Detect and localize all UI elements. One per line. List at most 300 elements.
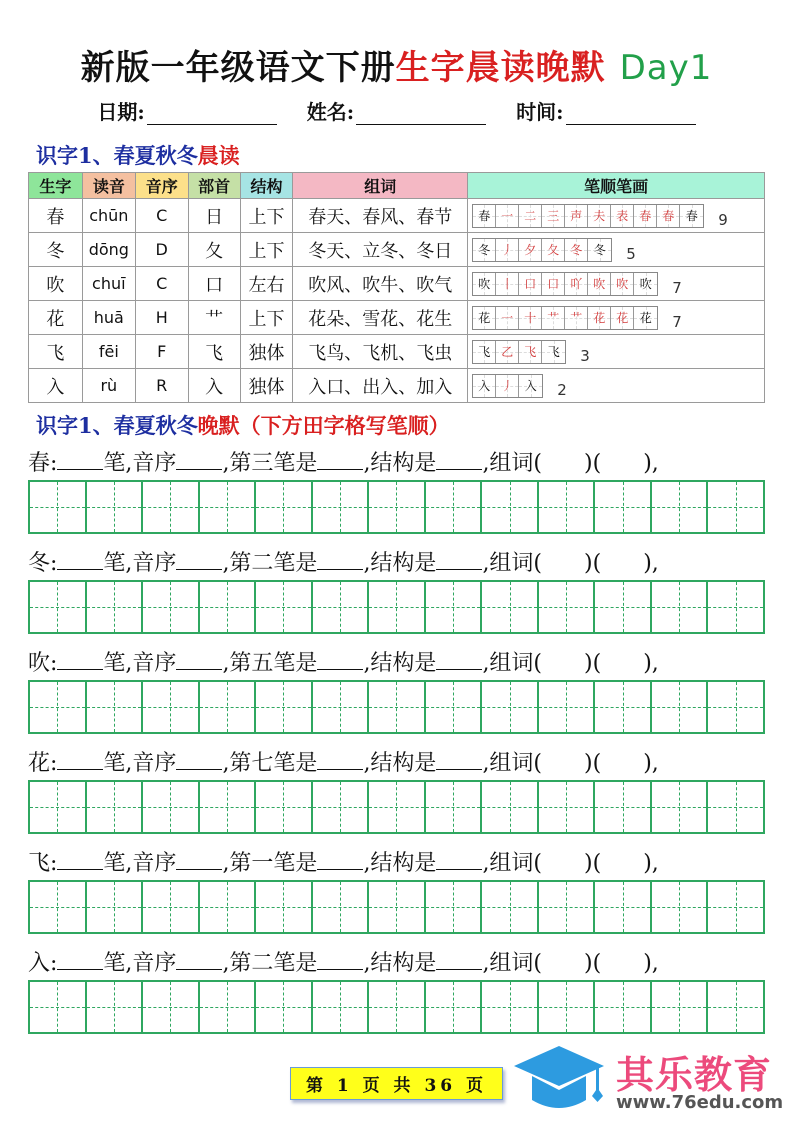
page-indicator: 第 1 页 共 36 页: [290, 1067, 503, 1100]
order-blank[interactable]: [176, 950, 222, 970]
stroke-step: [542, 239, 565, 261]
stroke-order-cell: [468, 267, 765, 301]
stroke-glyph: 吹: [616, 277, 629, 291]
section-mode: 晨读: [197, 143, 240, 168]
stroke-glyph: 丿: [501, 379, 514, 393]
char-cell: 吹: [29, 267, 83, 301]
writing-cell[interactable]: [256, 582, 313, 632]
stroke-glyph: 花: [478, 311, 491, 325]
table-row: [29, 199, 765, 233]
structure-cell: 上下: [240, 199, 293, 233]
stroke-count-blank[interactable]: [57, 450, 103, 470]
stroke-count-blank[interactable]: [57, 550, 103, 570]
radical-cell: 夂: [188, 233, 240, 267]
writing-cell[interactable]: [482, 582, 539, 632]
title-day: Day1: [619, 48, 713, 88]
page-title: [0, 40, 793, 89]
writing-cell[interactable]: [256, 682, 313, 732]
stroke-glyph: 声: [570, 209, 583, 223]
stroke-glyph: 十: [524, 311, 537, 325]
writing-cell[interactable]: [426, 982, 483, 1032]
graduation-cap-icon: [512, 1040, 607, 1115]
section-lesson: 识字1、春夏秋冬: [36, 143, 198, 168]
time-blank[interactable]: [566, 103, 696, 125]
evening-section-title: [36, 410, 450, 440]
writing-cell[interactable]: [652, 882, 709, 932]
writing-cell[interactable]: [200, 682, 257, 732]
writing-cell[interactable]: [30, 582, 87, 632]
writing-cell[interactable]: [482, 482, 539, 532]
stroke-count-blank[interactable]: [57, 650, 103, 670]
stroke-step: [565, 307, 588, 329]
writing-cell[interactable]: [30, 482, 87, 532]
stroke-order-cell: [468, 301, 765, 335]
structure-label: ,结构是: [363, 951, 437, 976]
column-header: 笔顺笔画: [468, 173, 765, 199]
writing-cell[interactable]: [143, 782, 200, 832]
writing-cell[interactable]: [30, 682, 87, 732]
writing-cell[interactable]: [539, 982, 596, 1032]
words-cell: 春天、春风、春节: [293, 199, 468, 233]
stroke-step: [496, 375, 519, 397]
writing-cell[interactable]: [143, 482, 200, 532]
writing-cell[interactable]: [708, 882, 763, 932]
table-row: [29, 301, 765, 335]
writing-cell[interactable]: [87, 782, 144, 832]
exercise-item: [28, 846, 773, 934]
writing-cell[interactable]: [539, 482, 596, 532]
brand-name: 其乐教育: [616, 1053, 773, 1097]
exercise-item: [28, 746, 773, 834]
structure-cell: 独体: [240, 369, 293, 403]
stroke-sequence: [472, 204, 704, 228]
pinyin-cell: huā: [82, 301, 135, 335]
writing-cell[interactable]: [369, 482, 426, 532]
stroke-glyph: 冬: [478, 243, 491, 257]
table-row: [29, 335, 765, 369]
exercise-item: [28, 646, 773, 734]
letter-cell: C: [135, 267, 188, 301]
stroke-step: [496, 273, 519, 295]
order-blank[interactable]: [176, 750, 222, 770]
nth-stroke-label: ,第一笔是: [222, 851, 318, 876]
stroke-step: [588, 239, 611, 261]
stroke-count: 7: [672, 312, 682, 331]
stroke-glyph: 春: [685, 209, 698, 223]
date-field[interactable]: [97, 96, 276, 125]
writing-cell[interactable]: [708, 582, 763, 632]
table-body: [29, 199, 765, 403]
char-cell: 冬: [29, 233, 83, 267]
writing-cell[interactable]: [482, 982, 539, 1032]
nth-stroke-blank[interactable]: [317, 850, 363, 870]
writing-cell[interactable]: [143, 982, 200, 1032]
section-lesson: 识字1、春夏秋冬: [36, 413, 198, 438]
writing-cell[interactable]: [313, 782, 370, 832]
words-end: ),: [643, 651, 659, 676]
stroke-glyph: 春: [639, 209, 652, 223]
stroke-glyph: 吖: [570, 277, 583, 291]
writing-cell[interactable]: [708, 782, 763, 832]
stroke-glyph: 飞: [524, 345, 537, 359]
writing-cell[interactable]: [652, 582, 709, 632]
radical-cell: 日: [188, 199, 240, 233]
structure-blank[interactable]: [436, 650, 482, 670]
stroke-step: [634, 205, 657, 227]
stroke-step: [473, 205, 496, 227]
nth-stroke-blank[interactable]: [317, 750, 363, 770]
writing-cell[interactable]: [426, 782, 483, 832]
structure-cell: 上下: [240, 301, 293, 335]
strokes-label: 笔,: [103, 651, 133, 676]
column-header: 部首: [188, 173, 240, 199]
tianzige-grid: [28, 880, 765, 934]
stroke-count-blank[interactable]: [57, 950, 103, 970]
writing-cell[interactable]: [426, 882, 483, 932]
stroke-glyph: 吹: [593, 277, 606, 291]
writing-cell[interactable]: [482, 682, 539, 732]
exercise-prompt: [28, 946, 773, 980]
character-table: [28, 172, 765, 403]
writing-cell[interactable]: [87, 582, 144, 632]
writing-cell[interactable]: [539, 582, 596, 632]
writing-cell[interactable]: [87, 482, 144, 532]
structure-blank[interactable]: [436, 550, 482, 570]
tianzige-grid: [28, 680, 765, 734]
stroke-sequence: [472, 340, 566, 364]
stroke-count-blank[interactable]: [57, 850, 103, 870]
stroke-step: [611, 205, 634, 227]
order-label: 音序: [132, 651, 177, 676]
stroke-step: [473, 273, 496, 295]
stroke-step: [519, 239, 542, 261]
stroke-glyph: 夫: [593, 209, 606, 223]
stroke-glyph: 口: [524, 277, 537, 291]
writing-cell[interactable]: [652, 782, 709, 832]
words-label: ,组词(: [482, 951, 543, 976]
brand-url: www.76edu.com: [616, 1092, 784, 1113]
exercise-char: 冬:: [28, 551, 58, 576]
stroke-order-cell: [468, 199, 765, 233]
writing-cell[interactable]: [369, 882, 426, 932]
writing-cell[interactable]: [313, 482, 370, 532]
writing-cell[interactable]: [87, 982, 144, 1032]
stroke-order-cell: [468, 335, 765, 369]
radical-cell: 艹: [188, 301, 240, 335]
nth-stroke-label: ,第三笔是: [222, 451, 318, 476]
stroke-order-cell: [468, 233, 765, 267]
words-end: ),: [643, 851, 659, 876]
exercise-char: 花:: [28, 751, 58, 776]
writing-cell[interactable]: [708, 682, 763, 732]
structure-cell: 独体: [240, 335, 293, 369]
nth-stroke-label: ,第五笔是: [222, 651, 318, 676]
exercise-prompt: [28, 546, 773, 580]
nth-stroke-blank[interactable]: [317, 650, 363, 670]
stroke-step: [680, 205, 703, 227]
pinyin-cell: fēi: [82, 335, 135, 369]
strokes-label: 笔,: [103, 751, 133, 776]
writing-cell[interactable]: [595, 782, 652, 832]
stroke-glyph: 口: [547, 277, 560, 291]
writing-cell[interactable]: [652, 482, 709, 532]
nth-stroke-blank[interactable]: [317, 550, 363, 570]
stroke-step: [565, 273, 588, 295]
stroke-sequence: [472, 306, 658, 330]
writing-cell[interactable]: [482, 882, 539, 932]
stroke-step: [611, 307, 634, 329]
writing-cell[interactable]: [143, 882, 200, 932]
writing-cell[interactable]: [30, 982, 87, 1032]
writing-cell[interactable]: [256, 482, 313, 532]
stroke-glyph: 一: [501, 311, 514, 325]
stroke-step: [519, 307, 542, 329]
writing-cell[interactable]: [200, 982, 257, 1032]
stroke-glyph: 入: [524, 379, 537, 393]
stroke-step: [588, 273, 611, 295]
radical-cell: 飞: [188, 335, 240, 369]
structure-blank[interactable]: [436, 750, 482, 770]
pinyin-cell: chuī: [82, 267, 135, 301]
order-blank[interactable]: [176, 650, 222, 670]
exercise-item: [28, 446, 773, 534]
writing-cell[interactable]: [708, 982, 763, 1032]
writing-cell[interactable]: [595, 982, 652, 1032]
writing-cell[interactable]: [200, 882, 257, 932]
stroke-glyph: 丿: [501, 243, 514, 257]
nth-stroke-blank[interactable]: [317, 450, 363, 470]
stroke-count: 3: [580, 346, 590, 365]
words-end: ),: [643, 751, 659, 776]
writing-cell[interactable]: [256, 782, 313, 832]
writing-cell[interactable]: [200, 582, 257, 632]
stroke-glyph: 夂: [547, 243, 560, 257]
order-label: 音序: [132, 951, 177, 976]
stroke-step: [496, 341, 519, 363]
words-cell: 入口、出入、加入: [293, 369, 468, 403]
writing-cell[interactable]: [313, 982, 370, 1032]
structure-blank[interactable]: [436, 950, 482, 970]
writing-cell[interactable]: [652, 982, 709, 1032]
stroke-glyph: 入: [478, 379, 491, 393]
tianzige-grid: [28, 480, 765, 534]
writing-cell[interactable]: [87, 882, 144, 932]
strokes-label: 笔,: [103, 851, 133, 876]
writing-cell[interactable]: [595, 682, 652, 732]
pinyin-cell: dōng: [82, 233, 135, 267]
writing-cell[interactable]: [482, 782, 539, 832]
name-field[interactable]: [307, 96, 486, 125]
stroke-count: 2: [557, 380, 567, 399]
writing-cell[interactable]: [143, 682, 200, 732]
exercise-item: [28, 546, 773, 634]
order-blank[interactable]: [176, 850, 222, 870]
words-label: ,组词(: [482, 551, 543, 576]
writing-cell[interactable]: [256, 982, 313, 1032]
pinyin-cell: chūn: [82, 199, 135, 233]
char-cell: 花: [29, 301, 83, 335]
char-cell: 春: [29, 199, 83, 233]
stroke-glyph: 丨: [501, 277, 514, 291]
strokes-label: 笔,: [103, 951, 133, 976]
stroke-glyph: 春: [662, 209, 675, 223]
nth-stroke-label: ,第二笔是: [222, 951, 318, 976]
time-field[interactable]: [516, 96, 695, 125]
writing-cell[interactable]: [539, 882, 596, 932]
stroke-count-blank[interactable]: [57, 750, 103, 770]
title-highlight: 生字晨读晚默: [395, 48, 606, 88]
stroke-count: 7: [672, 278, 682, 297]
writing-cell[interactable]: [426, 482, 483, 532]
char-cell: 飞: [29, 335, 83, 369]
stroke-glyph: 飞: [478, 345, 491, 359]
words-label: ,组词(: [482, 451, 543, 476]
stroke-step: [634, 273, 657, 295]
writing-cell[interactable]: [30, 782, 87, 832]
tianzige-grid: [28, 780, 765, 834]
stroke-step: [611, 273, 634, 295]
stroke-step: [542, 273, 565, 295]
writing-cell[interactable]: [539, 682, 596, 732]
structure-blank[interactable]: [436, 850, 482, 870]
stroke-step: [473, 239, 496, 261]
structure-label: ,结构是: [363, 851, 437, 876]
writing-cell[interactable]: [369, 982, 426, 1032]
pinyin-cell: rù: [82, 369, 135, 403]
stroke-step: [519, 341, 542, 363]
structure-cell: 上下: [240, 233, 293, 267]
char-cell: 入: [29, 369, 83, 403]
tianzige-grid: [28, 980, 765, 1034]
stroke-count: 9: [718, 210, 728, 229]
order-label: 音序: [132, 551, 177, 576]
table-header: [29, 173, 765, 199]
stroke-step: [542, 205, 565, 227]
stroke-step: [496, 239, 519, 261]
stroke-glyph: 夕: [524, 243, 537, 257]
writing-cell[interactable]: [708, 482, 763, 532]
nth-stroke-blank[interactable]: [317, 950, 363, 970]
structure-label: ,结构是: [363, 551, 437, 576]
exercise-char: 入:: [28, 951, 58, 976]
stroke-step: [634, 307, 657, 329]
exercise-prompt: [28, 446, 773, 480]
writing-cell[interactable]: [595, 482, 652, 532]
writing-cell[interactable]: [313, 582, 370, 632]
order-label: 音序: [132, 451, 177, 476]
writing-cell[interactable]: [426, 682, 483, 732]
stroke-glyph: 二: [524, 209, 537, 223]
stroke-glyph: 艹: [547, 311, 560, 325]
writing-cell[interactable]: [369, 582, 426, 632]
writing-cell[interactable]: [313, 682, 370, 732]
strokes-label: 笔,: [103, 551, 133, 576]
words-separator: )(: [584, 551, 602, 576]
words-separator: )(: [584, 451, 602, 476]
stroke-step: [542, 307, 565, 329]
writing-cell[interactable]: [200, 482, 257, 532]
writing-cell[interactable]: [30, 882, 87, 932]
words-cell: 吹风、吹牛、吹气: [293, 267, 468, 301]
meta-fields: [0, 96, 793, 125]
writing-cell[interactable]: [539, 782, 596, 832]
stroke-step: [588, 205, 611, 227]
stroke-step: [565, 205, 588, 227]
words-cell: 冬天、立冬、冬日: [293, 233, 468, 267]
writing-cell[interactable]: [87, 682, 144, 732]
stroke-glyph: 吹: [639, 277, 652, 291]
stroke-glyph: 春: [478, 209, 491, 223]
stroke-step: [519, 375, 542, 397]
words-cell: 飞鸟、飞机、飞虫: [293, 335, 468, 369]
words-separator: )(: [584, 951, 602, 976]
column-header: 结构: [240, 173, 293, 199]
writing-cell[interactable]: [313, 882, 370, 932]
name-blank[interactable]: [356, 103, 486, 125]
exercise-prompt: [28, 746, 773, 780]
stroke-glyph: 艹: [570, 311, 583, 325]
stroke-glyph: 飞: [547, 345, 560, 359]
order-label: 音序: [132, 851, 177, 876]
strokes-label: 笔,: [103, 451, 133, 476]
exercise-char: 飞:: [28, 851, 58, 876]
title-main: 新版一年级语文下册: [80, 48, 396, 88]
writing-cell[interactable]: [256, 882, 313, 932]
exercise-prompt: [28, 646, 773, 680]
writing-cell[interactable]: [595, 582, 652, 632]
writing-cell[interactable]: [369, 682, 426, 732]
order-blank[interactable]: [176, 450, 222, 470]
stroke-step: [588, 307, 611, 329]
tianzige-grid: [28, 580, 765, 634]
order-label: 音序: [132, 751, 177, 776]
column-header: 音序: [135, 173, 188, 199]
table-row: [29, 267, 765, 301]
date-label: 日期:: [97, 100, 145, 124]
stroke-order-cell: [468, 369, 765, 403]
stroke-glyph: 冬: [570, 243, 583, 257]
words-separator: )(: [584, 651, 602, 676]
date-blank[interactable]: [147, 103, 277, 125]
words-label: ,组词(: [482, 851, 543, 876]
words-end: ),: [643, 951, 659, 976]
words-end: ),: [643, 551, 659, 576]
table-row: [29, 233, 765, 267]
words-separator: )(: [584, 851, 602, 876]
writing-cell[interactable]: [426, 582, 483, 632]
letter-cell: R: [135, 369, 188, 403]
structure-label: ,结构是: [363, 451, 437, 476]
structure-blank[interactable]: [436, 450, 482, 470]
stroke-sequence: [472, 374, 543, 398]
words-cell: 花朵、雪花、花生: [293, 301, 468, 335]
exercise-prompt: [28, 846, 773, 880]
radical-cell: 入: [188, 369, 240, 403]
stroke-step: [473, 341, 496, 363]
structure-label: ,结构是: [363, 751, 437, 776]
stroke-glyph: 冬: [593, 243, 606, 257]
writing-cell[interactable]: [369, 782, 426, 832]
nth-stroke-label: ,第七笔是: [222, 751, 318, 776]
words-end: ),: [643, 451, 659, 476]
letter-cell: C: [135, 199, 188, 233]
writing-cell[interactable]: [652, 682, 709, 732]
writing-cell[interactable]: [143, 582, 200, 632]
order-blank[interactable]: [176, 550, 222, 570]
writing-cell[interactable]: [200, 782, 257, 832]
stroke-step: [496, 307, 519, 329]
writing-cell[interactable]: [595, 882, 652, 932]
